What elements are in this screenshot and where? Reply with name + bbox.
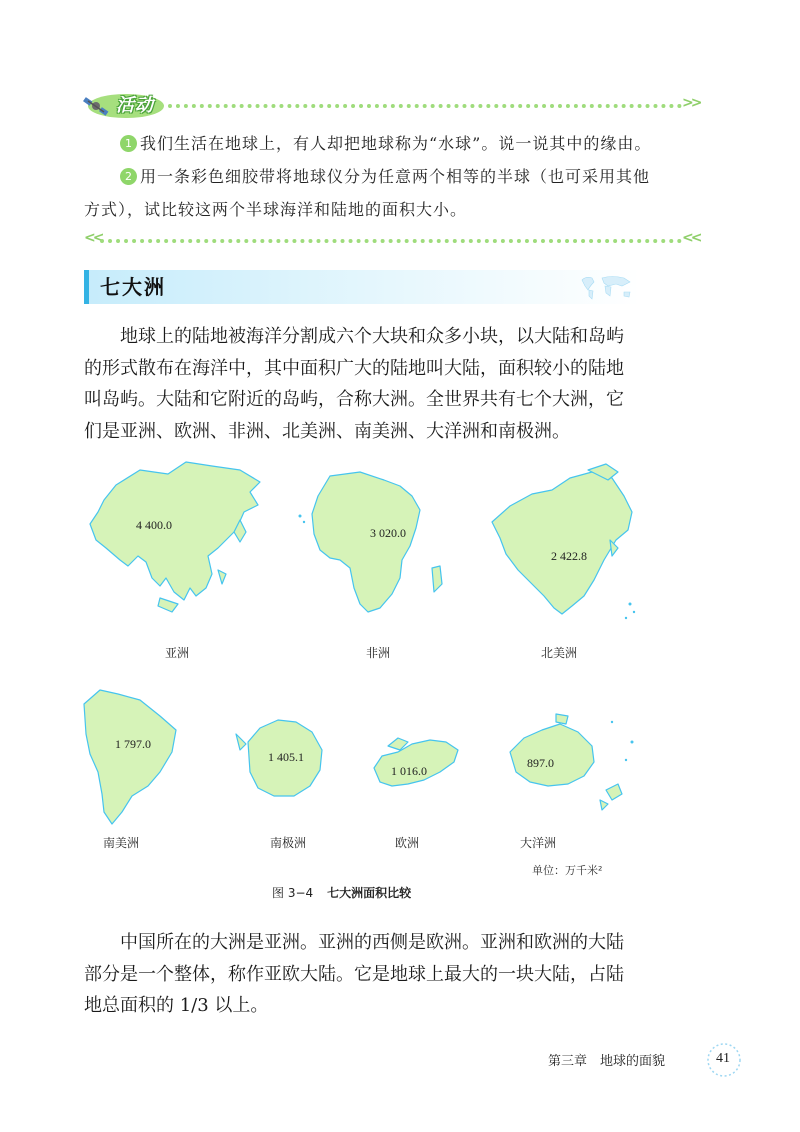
section-title: 七大洲: [100, 275, 166, 299]
continent-area-asia: 4 400.0: [136, 518, 172, 532]
paragraph-line: 们是亚洲、欧洲、非洲、北美洲、南美洲、大洋洲和南极洲。: [84, 420, 570, 442]
europe-shape: [374, 740, 458, 786]
paragraph-2: [84, 927, 640, 1022]
continent-area-antarctica: 1 405.1: [268, 750, 304, 764]
continent-name-asia: 亚洲: [165, 646, 190, 660]
activity-top-arrows: >>: [682, 95, 700, 111]
activity-item-2: 2 用一条彩色细胶带将地球仪分为任意两个相等的半球（也可采用其他: [120, 163, 710, 191]
continent-area-africa: 3 020.0: [370, 526, 406, 540]
footer-chapter: 第三章 地球的面貌: [548, 1054, 666, 1069]
paragraph-line: 部分是一个整体，称作亚欧大陆。它是地球上最大的一块大陆，占陆: [84, 963, 624, 985]
continent-name-north-america: 北美洲: [541, 646, 578, 660]
item-number-badge: 1: [120, 135, 137, 152]
continent-name-africa: 非洲: [366, 646, 391, 660]
continents-figure: [0, 450, 800, 870]
world-map-icon: [578, 272, 638, 302]
paragraph-line: 地总面积的 1/3 以上。: [84, 995, 269, 1016]
africa-shape: [312, 472, 420, 612]
item-number-badge: 2: [120, 168, 137, 185]
section-header-bar: [84, 270, 640, 304]
unit-label: 单位：万千米²: [532, 864, 603, 877]
paragraph-line: 的形式散布在海洋中，其中面积广大的陆地叫大陆，面积较小的陆地: [84, 357, 624, 379]
paragraph-line: 地球上的陆地被海洋分割成六个大块和众多小块，以大陆和岛屿: [120, 326, 624, 347]
continent-name-antarctica: 南极洲: [270, 836, 307, 850]
continent-area-europe: 1 016.0: [391, 764, 427, 778]
continent-name-south-america: 南美洲: [103, 836, 140, 850]
continent-name-oceania: 大洋洲: [520, 836, 557, 850]
oceania-shape: [510, 724, 594, 786]
paragraph-line: 叫岛屿。大陆和它附近的岛屿，合称大洲。全世界共有七个大洲，它: [84, 389, 624, 410]
figure-caption-number: 图 3−4: [272, 886, 314, 900]
section-header-accent: [84, 270, 89, 304]
figure-caption: [272, 884, 411, 901]
continent-area-oceania: 897.0: [527, 756, 554, 770]
continent-area-south-america: 1 797.0: [115, 737, 151, 751]
figure-caption-text: 七大洲面积比较: [327, 886, 412, 900]
south-america-shape: [84, 690, 176, 824]
activity-top-divider: [168, 104, 682, 108]
continent-area-north-america: 2 422.8: [551, 549, 587, 563]
activity-item-2-cont: 方式），试比较这两个半球海洋和陆地的面积大小。: [84, 200, 468, 219]
activity-item-1: 1 我们生活在地球上，有人却把地球称为“水球”。说一说其中的缘由。: [120, 130, 700, 158]
activity-title: 活动: [116, 95, 154, 116]
page-number: 41: [716, 1051, 730, 1066]
paragraph-1: [84, 321, 640, 447]
activity-bottom-divider: [100, 239, 682, 243]
paragraph-line: 中国所在的大洲是亚洲。亚洲的西侧是欧洲。亚洲和欧洲的大陆: [120, 932, 624, 953]
activity-bottom-arrows-right: <<: [682, 230, 700, 246]
activity-bottom-arrows: <<: [84, 230, 102, 246]
continent-name-europe: 欧洲: [395, 836, 420, 850]
